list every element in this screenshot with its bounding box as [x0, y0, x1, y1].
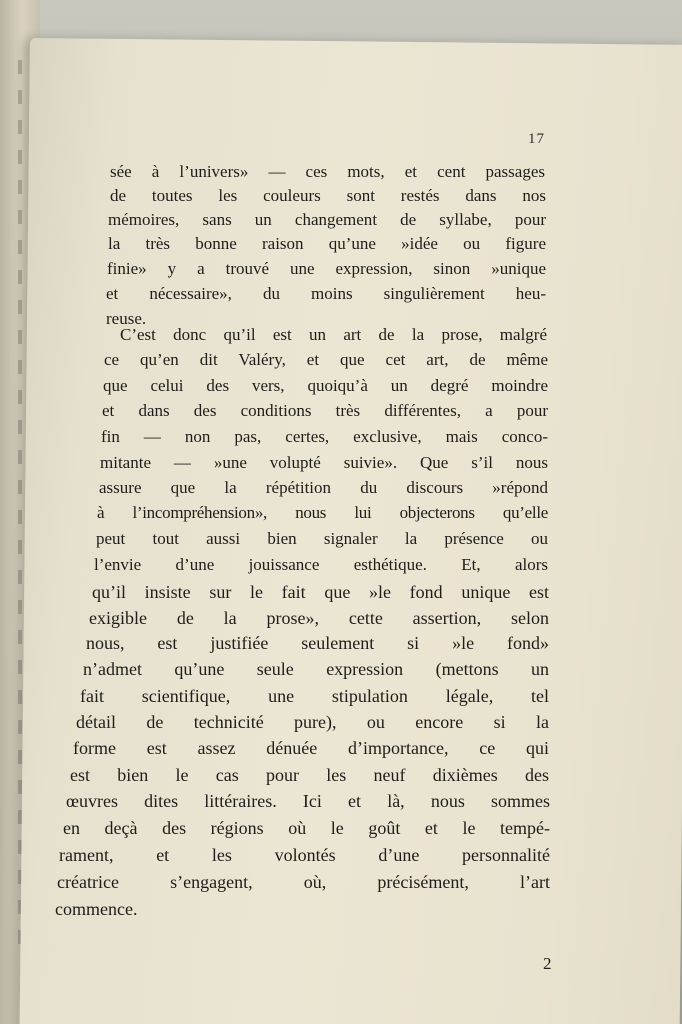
text-line: l’envie d’une jouissance esthétique. Et, alors — [94, 555, 548, 574]
text-line: n’admet qu’une seule expression (mettons un — [83, 659, 549, 679]
text-line: fait scientifique, une stipulation légale, tel — [80, 686, 549, 706]
text-line: finie» y a trouvé une expression, sinon »unique — [107, 259, 546, 278]
text-line: en deçà des régions où le goût et le tempé- — [63, 818, 550, 838]
text-line: de toutes les couleurs sont restés dans nos — [110, 186, 546, 205]
text-line: à l’incompréhension», nous lui objecterons qu’elle — [97, 503, 548, 522]
text-line: détail de technicité pure), ou encore si la — [76, 712, 549, 732]
text-line: fin — non pas, certes, exclusive, mais conco- — [101, 427, 548, 446]
signature-mark: 2 — [543, 954, 552, 973]
text-line: reuse. — [106, 309, 147, 328]
text-line: sée à l’univers» — ces mots, et cent passages — [110, 162, 545, 181]
text-line: C’est donc qu’il est un art de la prose, malgré — [120, 325, 547, 344]
page-number: 17 — [528, 131, 545, 147]
text-line: exigible de la prose», cette assertion, selon — [89, 608, 549, 628]
text-line: que celui des vers, quoiqu’à un degré moindre — [103, 376, 548, 395]
text-line: assure que la répétition du discours »répond — [99, 478, 548, 497]
text-line: rament, et les volontés d’une personnalité — [59, 845, 550, 865]
text-line: la très bonne raison qu’une »idée ou figure — [108, 234, 546, 253]
text-line: et nécessaire», du moins singulièrement heu- — [106, 284, 546, 303]
text-line: créatrice s’engagent, où, précisément, l’art — [57, 872, 550, 892]
text-line: ce qu’en dit Valéry, et que cet art, de même — [104, 350, 548, 369]
text-line: mémoires, sans un changement de syllabe, pour — [108, 210, 546, 229]
text-line: forme est assez dénuée d’importance, ce qui — [73, 738, 549, 758]
text-line: commence. — [55, 899, 138, 919]
text-line: mitante — »une volupté suivie». Que s’il nous — [100, 453, 548, 472]
text-line: peut tout aussi bien signaler la présence ou — [96, 529, 548, 548]
text-line: est bien le cas pour les neuf dixièmes des — [70, 765, 549, 785]
text-line: qu’il insiste sur le fait que »le fond unique est — [92, 582, 549, 602]
text-line: œuvres dites littéraires. Ici et là, nous sommes — [66, 791, 550, 811]
text-line: nous, est justifiée seulement si »le fond» — [86, 633, 549, 653]
text-line: et dans des conditions très différentes, a pour — [102, 401, 548, 420]
